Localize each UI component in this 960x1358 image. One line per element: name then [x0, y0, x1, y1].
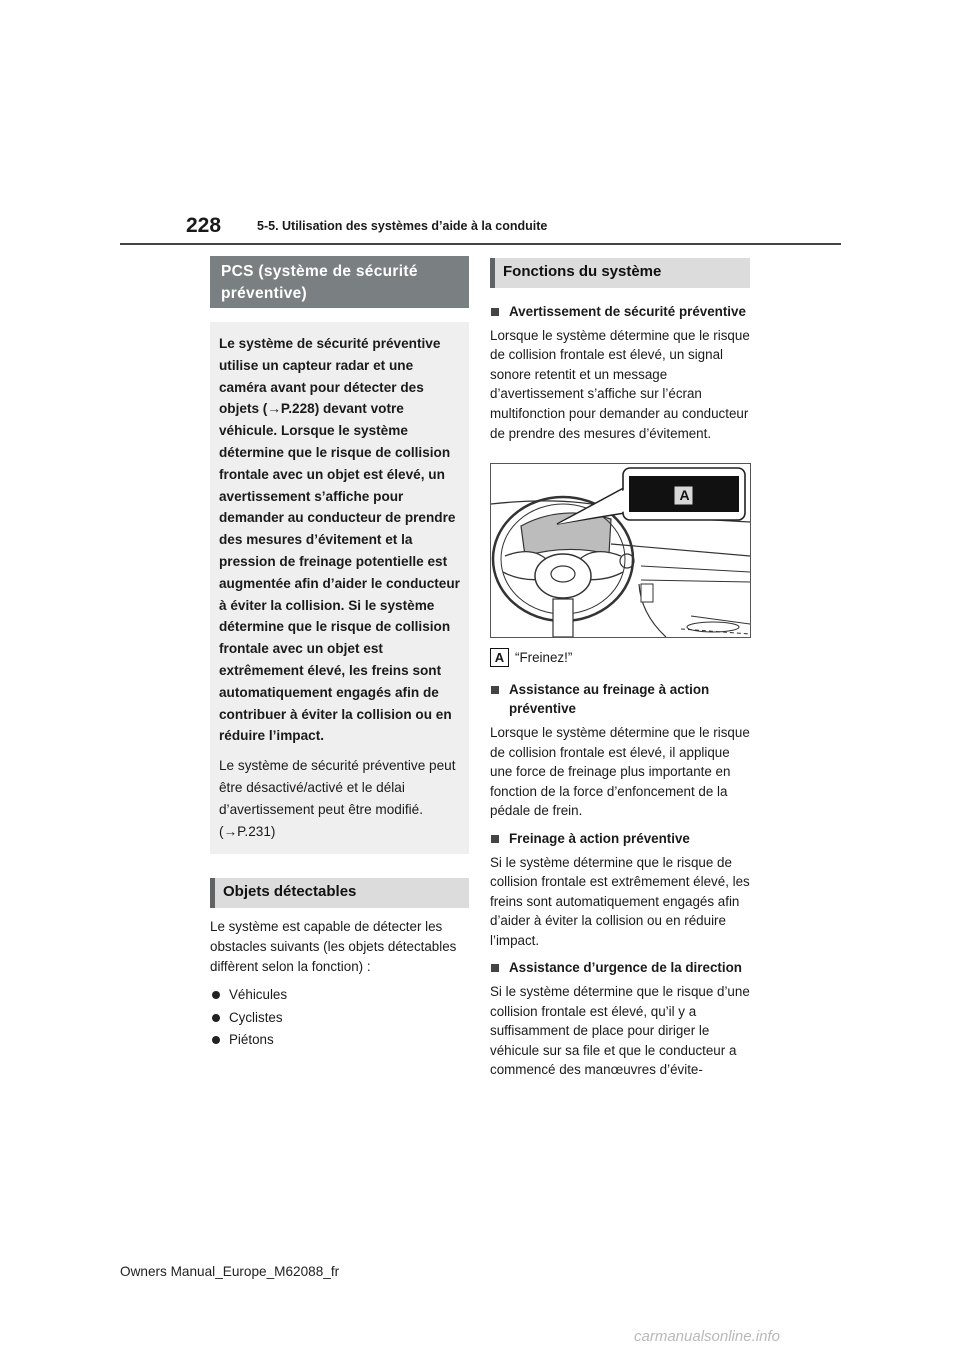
subhead-label: Avertissement de sécurité préventive — [509, 304, 746, 319]
subhead-steering-assist — [490, 958, 750, 978]
page-number: 228 — [186, 214, 222, 237]
figure-label: A — [679, 487, 690, 504]
brake-assist-text: Lorsque le système détermine que le risque de collision frontale est élevé, il applique une force de freinage plus importante en fonction de la force d’enfoncement de la pédale de frein. — [490, 724, 750, 819]
objects-list — [212, 984, 469, 1052]
header-divider — [120, 243, 841, 245]
list-item-label: Véhicules — [229, 987, 288, 1003]
footer: Owners Manual_Europe_M62088_fr — [120, 1264, 340, 1279]
watermark: carmanualsonline.info — [634, 1328, 780, 1345]
square-bullet-icon — [491, 964, 499, 972]
caption-text: “Freinez!” — [515, 650, 573, 666]
subhead-preventive-braking — [490, 829, 750, 849]
objects-title: Objets détectables — [210, 878, 469, 908]
subhead-brake-assist — [490, 680, 750, 719]
caption — [490, 648, 750, 668]
bullet-icon — [212, 1014, 220, 1022]
square-bullet-icon — [491, 835, 499, 843]
intro-normal-text: Le système de sécurité préventive peut être désactivé/activé et le délai d’avertissement peut être modifié. (→P.231) — [219, 758, 456, 839]
square-bullet-icon — [491, 308, 499, 316]
list-item-label: Cyclistes — [229, 1009, 283, 1025]
subhead-label: Assistance au freinage à action préventive — [509, 681, 710, 717]
subhead-warning — [490, 302, 750, 322]
steering-assist-text: Si le système détermine que le risque d’une collision frontale est élevé, qu’il y a suffisamment de place pour diriger le véhicule sur sa file et que le conducteur a commencé des manœuvres d’évite- — [490, 984, 750, 1078]
subhead-label: Assistance d’urgence de la direction — [509, 960, 742, 976]
subhead-label: Freinage à action préventive — [509, 830, 690, 846]
functions-title: Fonctions du système — [490, 258, 750, 288]
intro-box — [210, 322, 469, 854]
pcs-title: PCS (système de sécurité préventive) — [210, 256, 469, 308]
list-item-label: Piétons — [229, 1032, 274, 1048]
preventive-braking-text: Si le système détermine que le risque de collision frontale est extrêmement élevé, les freins sont automatiquement engagés afin d’aider à éviter la collision ou en réduire l’impact. — [490, 854, 750, 948]
section-header: 5-5. Utilisation des systèmes d’aide à la conduite — [257, 219, 548, 233]
objects-text: Le système est capable de détecter les obstacles suivants (les objets détectables diffèrent selon la fonction) : — [210, 919, 457, 974]
warning-text: Lorsque le système détermine que le risque de collision frontale est élevé, un signal sonore retentit et un message d’avertissement s’affiche sur l’écran multifonction pour demander au conducteur de prendre des mesures d’évitement. — [490, 327, 750, 441]
bullet-icon — [212, 991, 220, 999]
right-column — [490, 258, 750, 1080]
dashboard-drawing — [491, 464, 750, 637]
dashboard-illustration — [490, 463, 751, 638]
left-column — [210, 256, 469, 1052]
list-item — [212, 1007, 469, 1030]
caption-label: A — [490, 648, 509, 667]
list-item — [212, 1029, 469, 1052]
bullet-icon — [212, 1036, 220, 1044]
intro-bold-text: Le système de sécurité préventive utilise un capteur radar et une caméra avant pour détecter des objets (→P.228) devant votre véhicule. Lorsque le système détermine que le risque de collision frontale avec un objet est élevé, un avertissement s’affiche pour demander au conducteur de prendre des mesures d’évitement et la pression de freinage potentielle est augmentée afin d’aider le conducteur à éviter la collision. Si le système détermine que le risque de collision frontale avec un objet est extrêmement élevé, les freins sont automatiquement engagés afin de contribuer à éviter la collision ou en réduire l’impact. — [219, 336, 460, 744]
square-bullet-icon — [491, 686, 499, 694]
list-item — [212, 984, 469, 1007]
